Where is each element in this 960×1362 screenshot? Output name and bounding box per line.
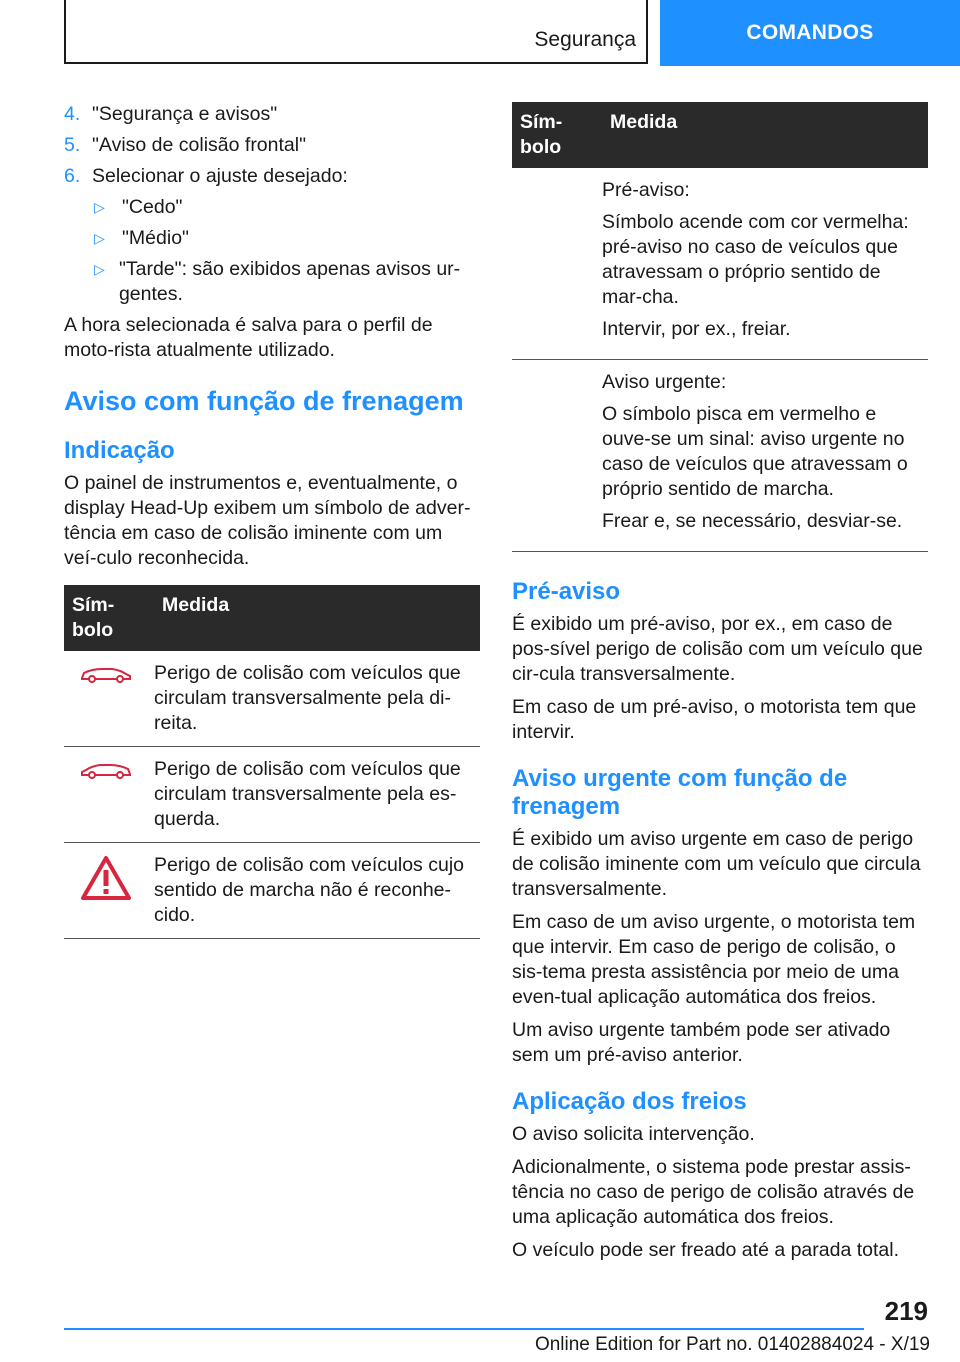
column-header-measure: Medida (154, 585, 480, 651)
step-item (64, 133, 480, 158)
table-row (512, 168, 928, 360)
section-heading: Aviso com função de frenagem (64, 386, 464, 416)
table-row (512, 360, 928, 552)
column-header-symbol: Sím-bolo (64, 585, 154, 651)
preaviso-paragraph-1: É exibido um pré-aviso, por ex., em caso de pos-sível perigo de colisão com um veículo que cir-cula transversalmente. (512, 613, 923, 685)
saved-note: A hora selecionada é salva para o perfil de moto-rista atualmente utilizado. (64, 314, 433, 361)
option-text: "Cedo" (122, 196, 183, 218)
subheading-indicacao: Indicação (64, 437, 175, 464)
step-text: "Segurança e avisos" (92, 103, 278, 125)
warning-triangle-icon (64, 843, 154, 939)
symbol-cell (512, 360, 602, 552)
step-text: Selecionar o ajuste desejado: (92, 165, 348, 187)
urgente-paragraph-3: Um aviso urgente também pode ser ativado sem um pré-aviso anterior. (512, 1019, 891, 1066)
right-column (512, 102, 928, 1271)
symbol-table (64, 585, 480, 939)
measure-cell (602, 168, 928, 360)
freios-paragraph-3: O veículo pode ser freado até a parada total. (512, 1239, 900, 1261)
option-item (94, 195, 480, 220)
urgente-paragraph-2: Em caso de um aviso urgente, o motorista tem que intervir. Em caso de perigo de colisão, o sis-tema presta assistência por meio de uma even-tual aplicação automática dos freios. (512, 911, 916, 1008)
left-column (64, 102, 480, 939)
measure-cell: Perigo de colisão com veículos cujo sentido de marcha não é reconhe-cido. (154, 843, 480, 939)
chapter-tab[interactable]: COMANDOS (660, 0, 960, 66)
indicacao-paragraph: O painel de instrumentos e, eventualmente, o display Head-Up exibem um símbolo de adver-tência em caso de colisão iminente com um veí-culo reconhecida. (64, 472, 471, 569)
triangle-bullet-icon: ▷ (94, 199, 105, 215)
table-row (64, 843, 480, 939)
step-text: "Aviso de colisão frontal" (92, 134, 307, 156)
preaviso-paragraph-2: Em caso de um pré-aviso, o motorista tem que intervir. (512, 696, 917, 743)
subheading-preaviso: Pré-aviso (512, 578, 621, 605)
triangle-bullet-icon: ▷ (94, 261, 105, 277)
page-number: 219 (884, 1296, 928, 1326)
measure-cell (602, 360, 928, 552)
step-item (64, 164, 480, 189)
measure-action: Intervir, por ex., freiar. (602, 318, 791, 340)
subheading-urgente: Aviso urgente com função de frenagem (512, 765, 848, 820)
step-item (64, 102, 480, 127)
measure-action: Frear e, se necessário, desviar-se. (602, 510, 903, 532)
measure-description: Símbolo acende com cor vermelha: pré-aviso no caso de veículos que atravessam o próprio sentido de mar-cha. (602, 211, 909, 308)
header-right-rule (646, 0, 648, 64)
table-header-row (512, 102, 928, 168)
subheading-freios: Aplicação dos freios (512, 1088, 747, 1115)
measure-label: Pré-aviso: (602, 179, 690, 201)
option-item (94, 226, 480, 251)
table-header-row (64, 585, 480, 651)
step-number: 5. (64, 134, 81, 156)
section-tab[interactable]: Segurança (534, 28, 636, 51)
warning-level-table (512, 102, 928, 552)
freios-paragraph-1: O aviso solicita intervenção. (512, 1123, 755, 1145)
column-header-symbol: Sím-bolo (512, 102, 602, 168)
measure-cell: Perigo de colisão com veículos que circulam transversalmente pela di-reita. (154, 651, 480, 747)
column-header-measure: Medida (602, 102, 928, 168)
table-row (64, 651, 480, 747)
urgente-paragraph-1: É exibido um aviso urgente em caso de perigo de colisão iminente com um veículo que circula transversalmente. (512, 828, 921, 900)
option-item (94, 257, 480, 307)
freios-paragraph-2: Adicionalmente, o sistema pode prestar assis-tência no caso de perigo de colisão através de uma aplicação automática dos freios. (512, 1156, 915, 1228)
step-number: 6. (64, 165, 81, 187)
symbol-cell (512, 168, 602, 360)
footer-rule (64, 1328, 864, 1330)
measure-cell: Perigo de colisão com veículos que circulam transversalmente pela es-querda. (154, 747, 480, 843)
header-underline (64, 62, 648, 64)
triangle-bullet-icon: ▷ (94, 230, 105, 246)
header-left-rule (64, 0, 66, 64)
measure-description: O símbolo pisca em vermelho e ouve-se um sinal: aviso urgente no caso de veículos que atravessam o próprio sentido de marcha. (602, 403, 908, 500)
option-text: "Médio" (122, 227, 189, 249)
measure-label: Aviso urgente: (602, 371, 727, 393)
edition-line: Online Edition for Part no. 01402884024 - X/19 (534, 1334, 930, 1355)
step-number: 4. (64, 103, 81, 125)
table-row (64, 747, 480, 843)
car-right-icon (64, 651, 154, 747)
option-text: "Tarde": são exibidos apenas avisos ur-gentes. (118, 258, 461, 305)
car-left-icon (64, 747, 154, 843)
